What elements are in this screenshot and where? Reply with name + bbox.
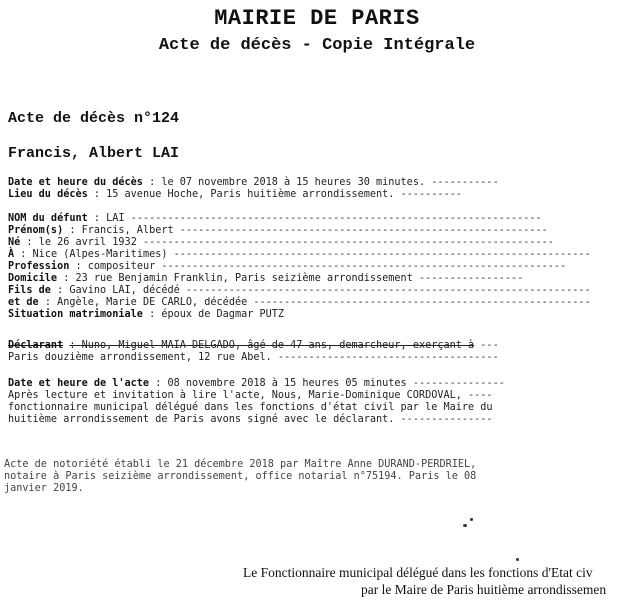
etde-row <box>8 297 591 309</box>
dash-leader: ------------------------------------------------------------------- <box>142 237 554 248</box>
a-value: : Nice (Alpes-Maritimes) <box>20 249 168 260</box>
acte-date-value: : 08 novembre 2018 à 15 heures 05 minutes <box>155 378 407 389</box>
notoriete-line2: notaire à Paris seizième arrondissement, office notarial n°75194. Paris le 08 <box>4 471 477 482</box>
acte-date-label: Date et heure de l'acte <box>8 378 150 389</box>
profession-label: Profession <box>8 261 70 272</box>
dash-leader: ----------- <box>431 177 499 188</box>
dash-leader: ------------------------------------------------------------------ <box>185 285 591 296</box>
nom-value: : LAI <box>93 213 125 224</box>
ne-label: Né <box>8 237 21 248</box>
document-subtitle: Acte de décès - Copie Intégrale <box>158 36 476 55</box>
situation-value: : époux de Dagmar PUTZ <box>149 309 285 320</box>
profession-value: : compositeur <box>75 261 156 272</box>
situation-label: Situation matrimoniale <box>8 309 143 320</box>
dash-leader: ------------------------------------ <box>277 352 499 363</box>
dash-leader: ------------------------------------------------------------ <box>179 225 548 236</box>
declarant-address: Paris douzième arrondissement, 12 rue Abel. <box>8 352 272 363</box>
nom-row <box>8 213 542 225</box>
etde-label: et de <box>8 297 39 308</box>
acte-line3: fonctionnaire municipal délégué dans les fonctions d'état civil par le Maire du <box>8 402 493 413</box>
acte-date-row <box>8 378 505 390</box>
domicile-value: : 23 rue Benjamin Franklin, Paris seizième arrondissement <box>63 273 413 284</box>
domicile-row <box>8 273 523 285</box>
death-place-value: : 15 avenue Hoche, Paris huitième arrondissement. <box>93 189 395 200</box>
fils-row <box>8 285 591 297</box>
dash-leader: ------------------------------------------------------------------ <box>161 261 567 272</box>
death-date-value: : le 07 novembre 2018 à 15 heures 30 minutes. <box>149 177 426 188</box>
dash-leader: --- <box>480 340 499 351</box>
acte-text: Après lecture et invitation à lire l'acte, Nous, Marie-Dominique CORDOVAL, <box>8 390 462 401</box>
ne-row <box>8 237 554 249</box>
acte-line2 <box>8 390 493 402</box>
dash-leader: ------------------------------------------------------------------- <box>130 213 542 224</box>
document-title: MAIRIE DE PARIS <box>214 6 420 31</box>
nom-label: NOM du défunt <box>8 213 88 224</box>
declarant-row <box>8 340 499 352</box>
dash-leader: ----------------- <box>418 273 524 284</box>
profession-row <box>8 261 566 273</box>
scan-speck <box>470 518 473 521</box>
signature-line2: par le Maire de Paris huitième arrondissemen <box>361 582 607 597</box>
acte-text: huitième arrondissement de Paris avons signé avec le déclarant. <box>8 414 395 425</box>
fils-value: : Gavino LAI, décédé <box>57 285 180 296</box>
fils-label: Fils de <box>8 285 51 296</box>
death-place-label: Lieu du décès <box>8 189 88 200</box>
scan-speck <box>463 524 467 527</box>
acte-line4 <box>8 414 493 426</box>
ne-value: : le 26 avril 1932 <box>26 237 137 248</box>
prenoms-label: Prénom(s) <box>8 225 64 236</box>
a-label: À <box>8 249 15 260</box>
death-date-label: Date et heure du décès <box>8 177 143 188</box>
dash-leader: --------------- <box>412 378 505 389</box>
etde-value: : Angèle, Marie DE CARLO, décédée <box>44 297 248 308</box>
dash-leader: --------------- <box>400 414 493 425</box>
dash-leader: ---------- <box>400 189 462 200</box>
death-date-row <box>8 177 499 189</box>
prenoms-value: : Francis, Albert <box>69 225 174 236</box>
deceased-full-name: Francis, Albert LAI <box>8 145 180 162</box>
notoriete-line3: janvier 2019. <box>4 483 84 494</box>
prenoms-row <box>8 225 548 237</box>
signature-line1: Le Fonctionnaire municipal délégué dans les fonctions d'Etat civ <box>243 565 593 580</box>
dash-leader: -------------------------------------------------------------------- <box>173 249 591 260</box>
dash-leader: ------------------------------------------------------- <box>253 297 591 308</box>
death-place-row <box>8 189 462 201</box>
situation-row <box>8 309 284 321</box>
dash-leader: ---- <box>468 390 493 401</box>
declarant-line2 <box>8 352 499 364</box>
declarant-label: Déclarant <box>8 340 64 351</box>
act-number: Acte de décès n°124 <box>8 110 180 127</box>
notoriete-line1: Acte de notoriété établi le 21 décembre 2018 par Maître Anne DURAND-PERDRIEL, <box>4 459 477 470</box>
domicile-label: Domicile <box>8 273 58 284</box>
scan-speck <box>516 558 519 561</box>
declarant-value: : Nuno, Miguel MAIA DELGADO, âgé de 47 ans, demarcheur, exerçant à <box>69 340 475 351</box>
a-row <box>8 249 591 261</box>
